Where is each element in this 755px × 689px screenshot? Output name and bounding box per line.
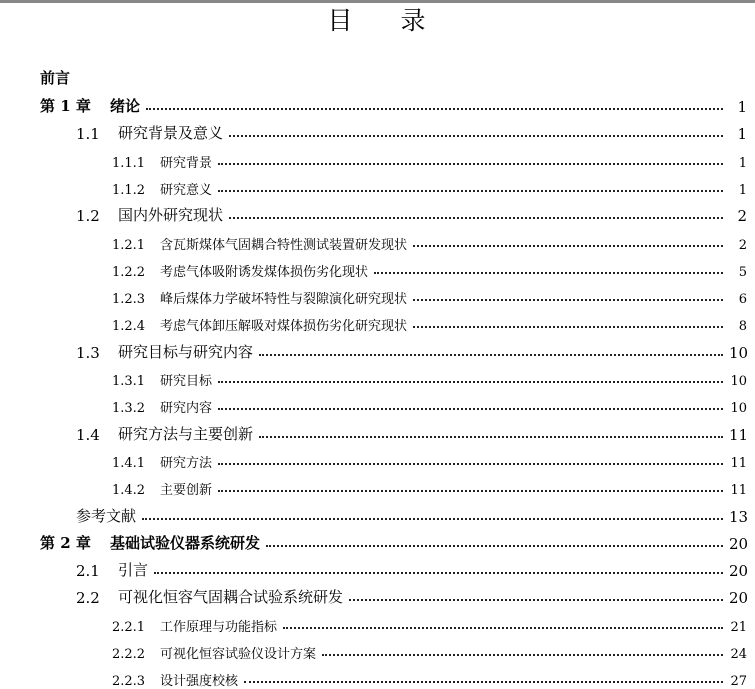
toc-dot-leader xyxy=(266,545,723,547)
toc-dot-leader xyxy=(413,326,723,328)
toc-entry[interactable] xyxy=(0,340,755,362)
toc-entry-page: 20 xyxy=(729,589,749,608)
toc-entry-page: 6 xyxy=(738,292,747,308)
toc-entry-label: 引言 xyxy=(118,561,149,580)
toc-entry-label: 可视化恒容试验仪设计方案 xyxy=(160,647,317,662)
toc-entry-label: 工作原理与功能指标 xyxy=(160,619,278,635)
toc-dot-leader xyxy=(244,681,723,683)
toc-entry-number: 2.2.3 xyxy=(112,674,146,689)
toc-entry-number: 2.1 xyxy=(76,562,100,581)
toc-entry-number: 1.1.1 xyxy=(112,155,146,171)
toc-entry-page: 8 xyxy=(738,319,747,335)
toc-dot-leader xyxy=(218,408,723,410)
toc-dot-leader xyxy=(283,627,723,629)
title-char-1: 目 xyxy=(327,6,355,35)
toc-entry-page: 21 xyxy=(730,619,747,635)
toc-entry-label: 绪论 xyxy=(110,97,141,115)
toc-entry[interactable] xyxy=(0,422,755,444)
toc-entry-page: 10 xyxy=(729,343,749,362)
toc-dot-leader xyxy=(218,381,723,383)
toc-dot-leader xyxy=(229,217,723,219)
toc-dot-leader xyxy=(154,572,723,574)
toc-entry[interactable] xyxy=(0,449,755,471)
toc-entry-page: 2 xyxy=(738,237,747,253)
toc-entry-label: 研究方法与主要创新 xyxy=(118,424,254,443)
toc-entry-label: 研究目标 xyxy=(160,374,213,389)
toc-entry[interactable] xyxy=(0,258,755,280)
toc-entry-number: 1.2.1 xyxy=(112,237,146,253)
toc-entry-label: 研究背景及意义 xyxy=(118,124,224,143)
toc-entry-page: 20 xyxy=(729,562,749,581)
toc-entry-page: 1 xyxy=(738,182,747,198)
toc-entry[interactable] xyxy=(0,176,755,198)
toc-dot-leader xyxy=(374,272,723,274)
toc-entry-label: 考虑气体吸附诱发煤体损伤劣化现状 xyxy=(160,264,369,280)
toc-entry-page: 10 xyxy=(730,374,747,389)
toc-entry-page: 2 xyxy=(737,207,747,226)
toc-dot-leader xyxy=(349,599,723,601)
toc-entry[interactable] xyxy=(0,285,755,307)
toc-entry[interactable] xyxy=(0,203,755,225)
toc-preface[interactable] xyxy=(0,66,755,88)
toc-entry-number: 1.3.2 xyxy=(112,401,146,417)
toc-entry-label: 设计强度校核 xyxy=(160,674,239,689)
toc-dot-leader xyxy=(146,108,723,110)
toc-entry-label: 研究方法 xyxy=(160,455,213,471)
toc-entry-label: 可视化恒容气固耦合试验系统研发 xyxy=(118,588,344,607)
toc-dot-leader xyxy=(218,190,723,192)
toc-entry[interactable] xyxy=(0,394,755,416)
toc-entry-page: 20 xyxy=(729,534,749,553)
toc-entry-number: 1.3.1 xyxy=(112,374,146,389)
toc-entry[interactable] xyxy=(0,149,755,171)
toc-dot-leader xyxy=(259,436,723,438)
toc-entry[interactable] xyxy=(0,121,755,143)
toc-entry-label: 主要创新 xyxy=(160,483,213,499)
toc-dot-leader xyxy=(229,135,723,137)
toc-entry-page: 13 xyxy=(729,507,749,526)
toc-entry-number: 1.2.2 xyxy=(112,264,146,280)
toc-entry-label: 研究背景 xyxy=(160,155,213,171)
toc-entry[interactable] xyxy=(0,367,755,389)
top-border-line xyxy=(0,0,755,3)
toc-entry-label: 研究目标与研究内容 xyxy=(118,342,254,361)
toc-entry[interactable] xyxy=(0,585,755,607)
toc-entry[interactable] xyxy=(0,640,755,662)
toc-entry-number: 2.2 xyxy=(76,589,100,608)
toc-dot-leader xyxy=(413,245,723,247)
toc-dot-leader xyxy=(218,163,723,165)
toc-entry-label: 基础试验仪器系统研发 xyxy=(110,533,261,552)
toc-entry-number: 1.2 xyxy=(76,207,100,226)
toc-entry-number: 1.4 xyxy=(76,425,100,444)
toc-entry-page: 27 xyxy=(730,674,747,689)
toc-entry-label: 考虑气体卸压解吸对煤体损伤劣化研究现状 xyxy=(160,319,408,335)
toc-entry-number: 2.2.2 xyxy=(112,647,146,662)
toc-preface-label: 前言 xyxy=(40,69,71,87)
toc-entry-label: 参考文献 xyxy=(76,506,137,525)
toc-entry-page: 11 xyxy=(729,425,749,444)
toc-entry-number: 1.1.2 xyxy=(112,182,146,198)
toc-entry[interactable] xyxy=(0,613,755,635)
toc-entry-label: 峰后煤体力学破坏特性与裂隙演化研究现状 xyxy=(160,292,408,308)
toc-dot-leader xyxy=(322,654,723,656)
toc-entry-number: 1.2.3 xyxy=(112,292,146,308)
toc-entry-page: 1 xyxy=(737,98,747,116)
toc-dot-leader xyxy=(218,490,723,492)
toc-entry-number: 第 2 章 xyxy=(40,533,91,552)
toc-entry-page: 1 xyxy=(737,125,747,144)
toc-entry-number: 第 1 章 xyxy=(40,97,91,115)
toc-entry-number: 1.3 xyxy=(76,343,100,362)
toc-entry[interactable] xyxy=(0,476,755,498)
toc-dot-leader xyxy=(259,354,723,356)
toc-entry-label: 国内外研究现状 xyxy=(118,206,224,225)
toc-entry-number: 1.1 xyxy=(76,125,100,144)
toc-dot-leader xyxy=(142,518,723,520)
toc-entry-number: 1.4.2 xyxy=(112,483,146,499)
toc-entry[interactable] xyxy=(0,504,755,526)
toc-entry-page: 5 xyxy=(738,264,747,280)
toc-entry[interactable] xyxy=(0,558,755,580)
title-char-2: 录 xyxy=(400,6,428,35)
toc-entry-number: 2.2.1 xyxy=(112,619,146,635)
toc-entry[interactable] xyxy=(0,312,755,334)
toc-entry-page: 1 xyxy=(738,155,747,171)
toc-entry-page: 11 xyxy=(730,455,747,471)
page-title xyxy=(0,6,755,36)
toc-entry-label: 研究内容 xyxy=(160,401,213,417)
toc-entry-page: 24 xyxy=(730,647,747,662)
toc-entry-label: 含瓦斯煤体气固耦合特性测试装置研发现状 xyxy=(160,237,408,253)
toc-entry[interactable] xyxy=(0,531,755,553)
toc-entry[interactable] xyxy=(0,231,755,253)
toc-entry-number: 1.4.1 xyxy=(112,455,146,471)
toc-dot-leader xyxy=(413,299,723,301)
toc-entry-page: 11 xyxy=(730,483,747,499)
toc-entry[interactable] xyxy=(0,94,755,116)
toc-entry-number: 1.2.4 xyxy=(112,319,146,335)
toc-entry[interactable] xyxy=(0,667,755,689)
toc-dot-leader xyxy=(218,463,723,465)
toc-entry-label: 研究意义 xyxy=(160,182,213,198)
toc-entry-page: 10 xyxy=(730,401,747,417)
